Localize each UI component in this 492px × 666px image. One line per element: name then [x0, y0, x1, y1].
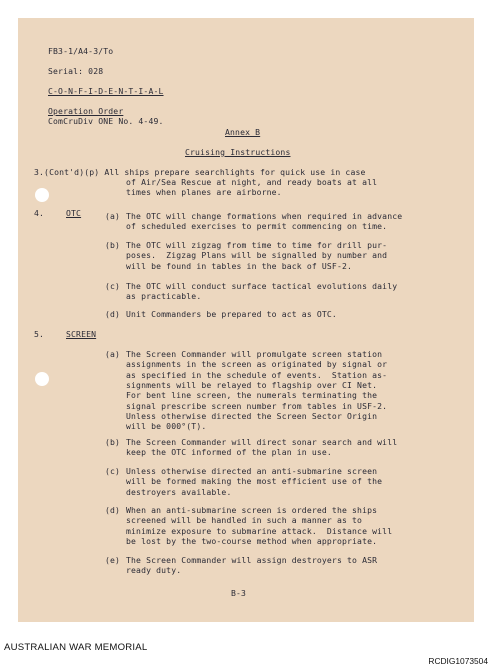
- institution-name: AUSTRALIAN WAR MEMORIAL: [4, 642, 148, 653]
- paragraph-line: The Screen Commander will assign destroyers to ASR: [126, 555, 378, 565]
- paragraph-line: screened will be handled in such a manner as to: [126, 515, 363, 526]
- paragraph-line: destroyers available.: [126, 486, 232, 497]
- item-label: (c): [105, 281, 121, 291]
- classification-marking: C-O-N-F-I-D-E-N-T-I-A-L: [48, 86, 164, 96]
- paragraph-line: The Screen Commander will direct sonar search and will: [126, 437, 398, 447]
- item-label: (b): [105, 240, 121, 250]
- paragraph-line: poses. Zigzag Plans will be signalled by number and: [126, 250, 388, 261]
- paragraph-line: times when planes are airborne.: [126, 187, 282, 197]
- paragraph-line: of Air/Sea Rescue at night, and ready boats at all: [126, 177, 378, 187]
- paragraph-line: be lost by the two-course method when appropriate.: [126, 535, 378, 546]
- section-heading: OTC: [66, 208, 82, 218]
- order-number: ComCruDiv ONE No. 4-49.: [48, 116, 164, 126]
- paragraph-line: will be 000°(T).: [126, 421, 207, 432]
- paragraph-line: minimize exposure to submarine attack. Distance will: [126, 525, 393, 536]
- item-label: (d): [105, 505, 121, 515]
- paragraph-line: 3.(Cont'd)(p) All ships prepare searchlights for quick use in case: [34, 167, 366, 177]
- paragraph-line: Unit Commanders be prepared to act as OTC.: [126, 309, 337, 319]
- item-label: (a): [105, 211, 121, 221]
- paragraph-line: signal prescribe screen number from tables in USF-2.: [126, 400, 388, 411]
- reference-number: FB3-1/A4-3/To: [48, 46, 114, 56]
- item-label: (d): [105, 309, 121, 319]
- paragraph-line: will be formed making the most efficient use of the: [126, 476, 383, 487]
- paragraph-line: as specified in the schedule of events. Station as-: [126, 369, 388, 380]
- paragraph-line: When an anti-submarine screen is ordered the ships: [126, 505, 378, 515]
- serial-number: Serial: 028: [48, 66, 104, 76]
- item-label: (c): [105, 466, 121, 476]
- section-number: 4.: [34, 208, 45, 218]
- document-page: [18, 18, 474, 622]
- item-label: (b): [105, 437, 121, 447]
- paragraph-line: The Screen Commander will promulgate screen station: [126, 349, 383, 359]
- paragraph-line: The OTC will change formations when required in advance: [126, 211, 403, 221]
- paragraph-line: ready duty.: [126, 565, 182, 576]
- page-number: B-3: [231, 588, 247, 598]
- record-id: RCDIG1073504: [428, 656, 488, 666]
- section-heading: SCREEN: [66, 329, 97, 339]
- paragraph-line: For bent line screen, the numerals terminating the: [126, 390, 378, 401]
- order-title: Operation Order: [48, 106, 124, 116]
- item-label: (a): [105, 349, 121, 359]
- punch-hole: [35, 188, 49, 202]
- paragraph-line: The OTC will zigzag from time to time for drill pur-: [126, 240, 388, 250]
- section-number: 5.: [34, 329, 45, 339]
- item-label: (e): [105, 555, 121, 565]
- paragraph-line: keep the OTC informed of the plan in use.: [126, 447, 332, 458]
- annex-subtitle: Cruising Instructions: [185, 147, 291, 157]
- paragraph-line: The OTC will conduct surface tactical evolutions daily: [126, 281, 398, 291]
- paragraph-line: signments will be relayed to flagship over CI Net.: [126, 379, 378, 390]
- punch-hole: [35, 372, 49, 386]
- paragraph-line: Unless otherwise directed an anti-submarine screen: [126, 466, 378, 476]
- archive-footer: [0, 622, 492, 666]
- paragraph-line: of scheduled exercises to permit commencing on time.: [126, 221, 388, 232]
- paragraph-line: assignments in the screen as originated by signal or: [126, 359, 388, 370]
- paragraph-line: Unless otherwise directed the Screen Sector Origin: [126, 410, 378, 421]
- paragraph-line: as practicable.: [126, 291, 202, 302]
- annex-title: Annex B: [225, 127, 261, 137]
- paragraph-line: will be found in tables in the back of USF-2.: [126, 260, 353, 271]
